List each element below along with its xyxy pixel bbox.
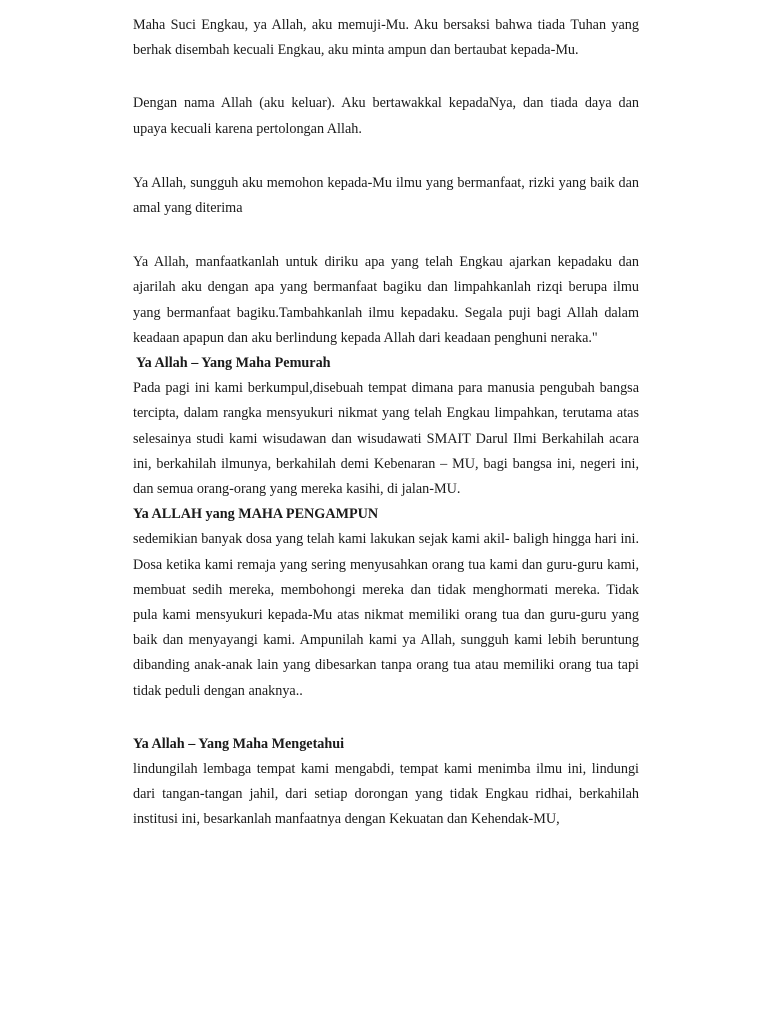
paragraph-5: Pada pagi ini kami berkumpul,disebuah tempat dimana para manusia pengubah bangsa tercipta, dalam rangka mensyukuri nikmat yang telah Engkau limpahkan, terutama atas selesainya studi kami wisudawan dan wisudawati SMAIT Darul Ilmi Berkahilah acara ini, berkahilah ilmunya, berkahilah demi Kebenaran – MU, bagi bangsa ini, negeri ini, dan semua orang-orang yang mereka kasihi, di jalan-MU. [133,380,639,498]
paragraph-1: Maha Suci Engkau, ya Allah, aku memuji-Mu. Aku bersaksi bahwa tiada Tuhan yang berhak disembah kecuali Engkau, aku minta ampun dan bertaubat kepada-Mu. [133,17,639,59]
paragraph-7: lindungilah lembaga tempat kami mengabdi, tempat kami menimba ilmu ini, lindungi dari tangan-tangan jahil, dari setiap dorongan yang tidak Engkau ridhai, berkahilah institusi ini, besarkanlah manfaatnya dengan Kekuatan dan Kehendak-MU, [133,761,639,828]
paragraph-4: Ya Allah, manfaatkanlah untuk diriku apa yang telah Engkau ajarkan kepadaku dan ajarilah aku dengan apa yang bermanfaat bagiku dan limpahkanlah rizqi berupa ilmu yang bermanfaat bagiku.Tambahkanlah ilmu kepadaku. Segala puji bagi Allah dalam keadaan apapun dan aku berlindung kepada Allah dari keadaan penghuni neraka." [133,254,639,346]
paragraph-2: Dengan nama Allah (aku keluar). Aku bertawakkal kepadaNya, dan tiada daya dan upaya kecuali karena pertolongan Allah. [133,95,639,137]
document-page [133,13,639,833]
heading-maha-mengetahui: Ya Allah – Yang Maha Mengetahui [133,735,345,752]
heading-maha-pengampun: Ya ALLAH yang MAHA PENGAMPUN [133,506,379,523]
paragraph-6: sedemikian banyak dosa yang telah kami lakukan sejak kami akil- baligh hingga hari ini. Dosa ketika kami remaja yang sering menyusahkan orang tua kami dan guru-guru kami, membuat sedih mereka, membohongi mereka dan tidak menghormati mereka. Tidak pula kami mensyukuri kepada-Mu atas nikmat memiliki orang tua dan guru-guru yang baik dan menyayangi kami. Ampunilah kami ya Allah, sungguh kami lebih beruntung dibanding anak-anak lain yang dibesarkan tanpa orang tua atau memiliki orang tua tapi tidak peduli dengan anaknya.. [133,531,639,699]
paragraph-3: Ya Allah, sungguh aku memohon kepada-Mu ilmu yang bermanfaat, rizki yang baik dan amal yang diterima [133,174,639,217]
heading-maha-pemurah: Ya Allah – Yang Maha Pemurah [136,355,331,372]
